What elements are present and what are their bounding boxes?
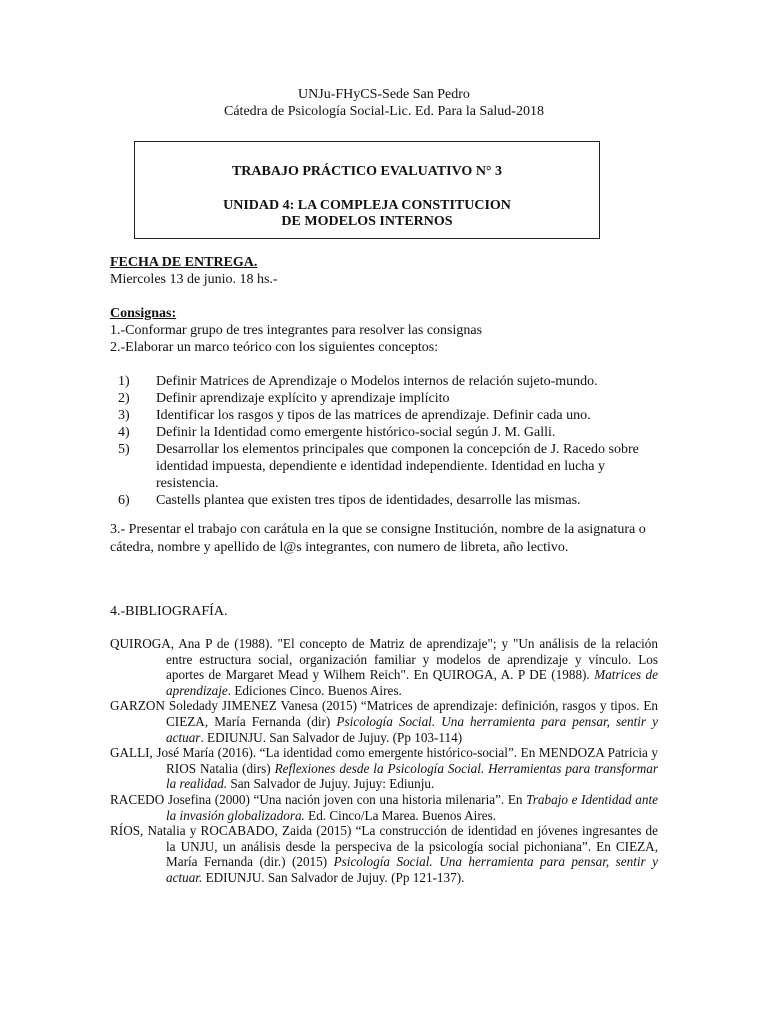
bibliography-entry: GALLI, José María (2016). “La identidad como emergente histórico-social”. En MENDOZA Patricia y RIOS Natalia (dirs) Reflexiones desde la Psicología Social. Herramientas para transformar la realidad. San Salvador de Jujuy. Jujuy: Ediunju.	[110, 745, 658, 792]
unit-title	[135, 198, 599, 230]
instruction-item-1: 1.-Conformar grupo de tres integrantes para resolver las consignas	[110, 323, 483, 338]
list-item-number: 1)	[118, 374, 130, 389]
bibliography-list	[110, 636, 658, 886]
header-institution: UNJu-FHyCS-Sede San Pedro	[298, 87, 470, 102]
list-item	[118, 492, 678, 509]
header-chair: Cátedra de Psicología Social-Lic. Ed. Para la Salud-2018	[224, 104, 544, 119]
delivery-section	[110, 254, 278, 288]
bibliography-entry: RACEDO Josefina (2000) “Una nación joven con una historia milenaria”. En Trabajo e Identidad ante la invasión globalizadora. Ed. Cinco/La Marea. Buenos Aires.	[110, 791, 658, 823]
list-item-number: 5)	[118, 442, 130, 457]
list-item-text: Definir aprendizaje explícito y aprendizaje implícito	[156, 391, 450, 406]
list-item	[118, 441, 641, 492]
assignment-title: TRABAJO PRÁCTICO EVALUATIVO N° 3	[231, 164, 503, 179]
bibliography-heading: 4.-BIBLIOGRAFÍA.	[110, 604, 228, 619]
list-item-text: Desarrollar los elementos principales que componen la concepción de J. Racedo sobre identidad impuesta, dependiente e identidad independiente. Identidad en lucha y resistencia.	[156, 442, 639, 491]
list-item	[118, 424, 678, 441]
list-item	[118, 390, 678, 407]
instructions-section	[110, 305, 482, 356]
list-item-text: Definir la Identidad como emergente histórico-social según J. M. Galli.	[156, 425, 556, 440]
bibliography-entry: RÍOS, Natalia y ROCABADO, Zaida (2015) “La construcción de identidad en jóvenes ingresantes de la UNJU, un análisis desde la perspeciva de la psicología social pichoniana”. En CIEZA, María Fernanda (dir.) (2015) Psicología Social. Una herramienta para pensar, sentir y actuar. EDIUNJU. San Salvador de Jujuy. (Pp 121-137).	[110, 823, 658, 885]
bibliography-entry: QUIROGA, Ana P de (1988). "El concepto de Matriz de aprendizaje"; y "Un análisis de la relación entre estructura social, organización familiar y modelos de aprendizaje y vínculo. Los aportes de Margaret Mead y Wilhem Reich". En QUIROGA, A. P DE (1988). Matrices de aprendizaje. Ediciones Cinco. Buenos Aires.	[110, 636, 658, 698]
instructions-heading: Consignas:	[110, 306, 177, 321]
delivery-heading: FECHA DE ENTREGA.	[110, 255, 258, 270]
bibliography-entry: GARZON Soledady JIMENEZ Vanesa (2015) “Matrices de aprendizaje: definición, rasgos y tipos. En CIEZA, María Fernanda (dir) Psicología Social. Una herramienta para pensar, sentir y actuar. EDIUNJU. San Salvador de Jujuy. (Pp 103-114)	[110, 698, 658, 745]
list-item	[118, 407, 678, 424]
list-item	[118, 373, 678, 390]
unit-title-line2: DE MODELOS INTERNOS	[281, 214, 453, 229]
title-box	[134, 141, 600, 239]
list-item-number: 2)	[118, 391, 130, 406]
unit-title-line1: UNIDAD 4: LA COMPLEJA CONSTITUCION	[223, 198, 511, 213]
list-item-text: Identificar los rasgos y tipos de las matrices de aprendizaje. Definir cada uno.	[156, 408, 591, 423]
list-item-text: Castells plantea que existen tres tipos de identidades, desarrolle las mismas.	[156, 493, 581, 508]
concepts-list	[118, 373, 678, 509]
presentation-instruction: 3.- Presentar el trabajo con carátula en la que se consigne Institución, nombre de la asignatura o cátedra, nombre y apellido de l@s integrantes, con numero de libreta, año lectivo.	[110, 522, 646, 555]
list-item-number: 3)	[118, 408, 130, 423]
instruction-item-2: 2.-Elaborar un marco teórico con los siguientes conceptos:	[110, 340, 439, 355]
list-item-number: 4)	[118, 425, 130, 440]
list-item-number: 6)	[118, 493, 130, 508]
list-item-text: Definir Matrices de Aprendizaje o Modelos internos de relación sujeto-mundo.	[156, 374, 598, 389]
delivery-date: Miercoles 13 de junio. 18 hs.-	[110, 272, 278, 287]
